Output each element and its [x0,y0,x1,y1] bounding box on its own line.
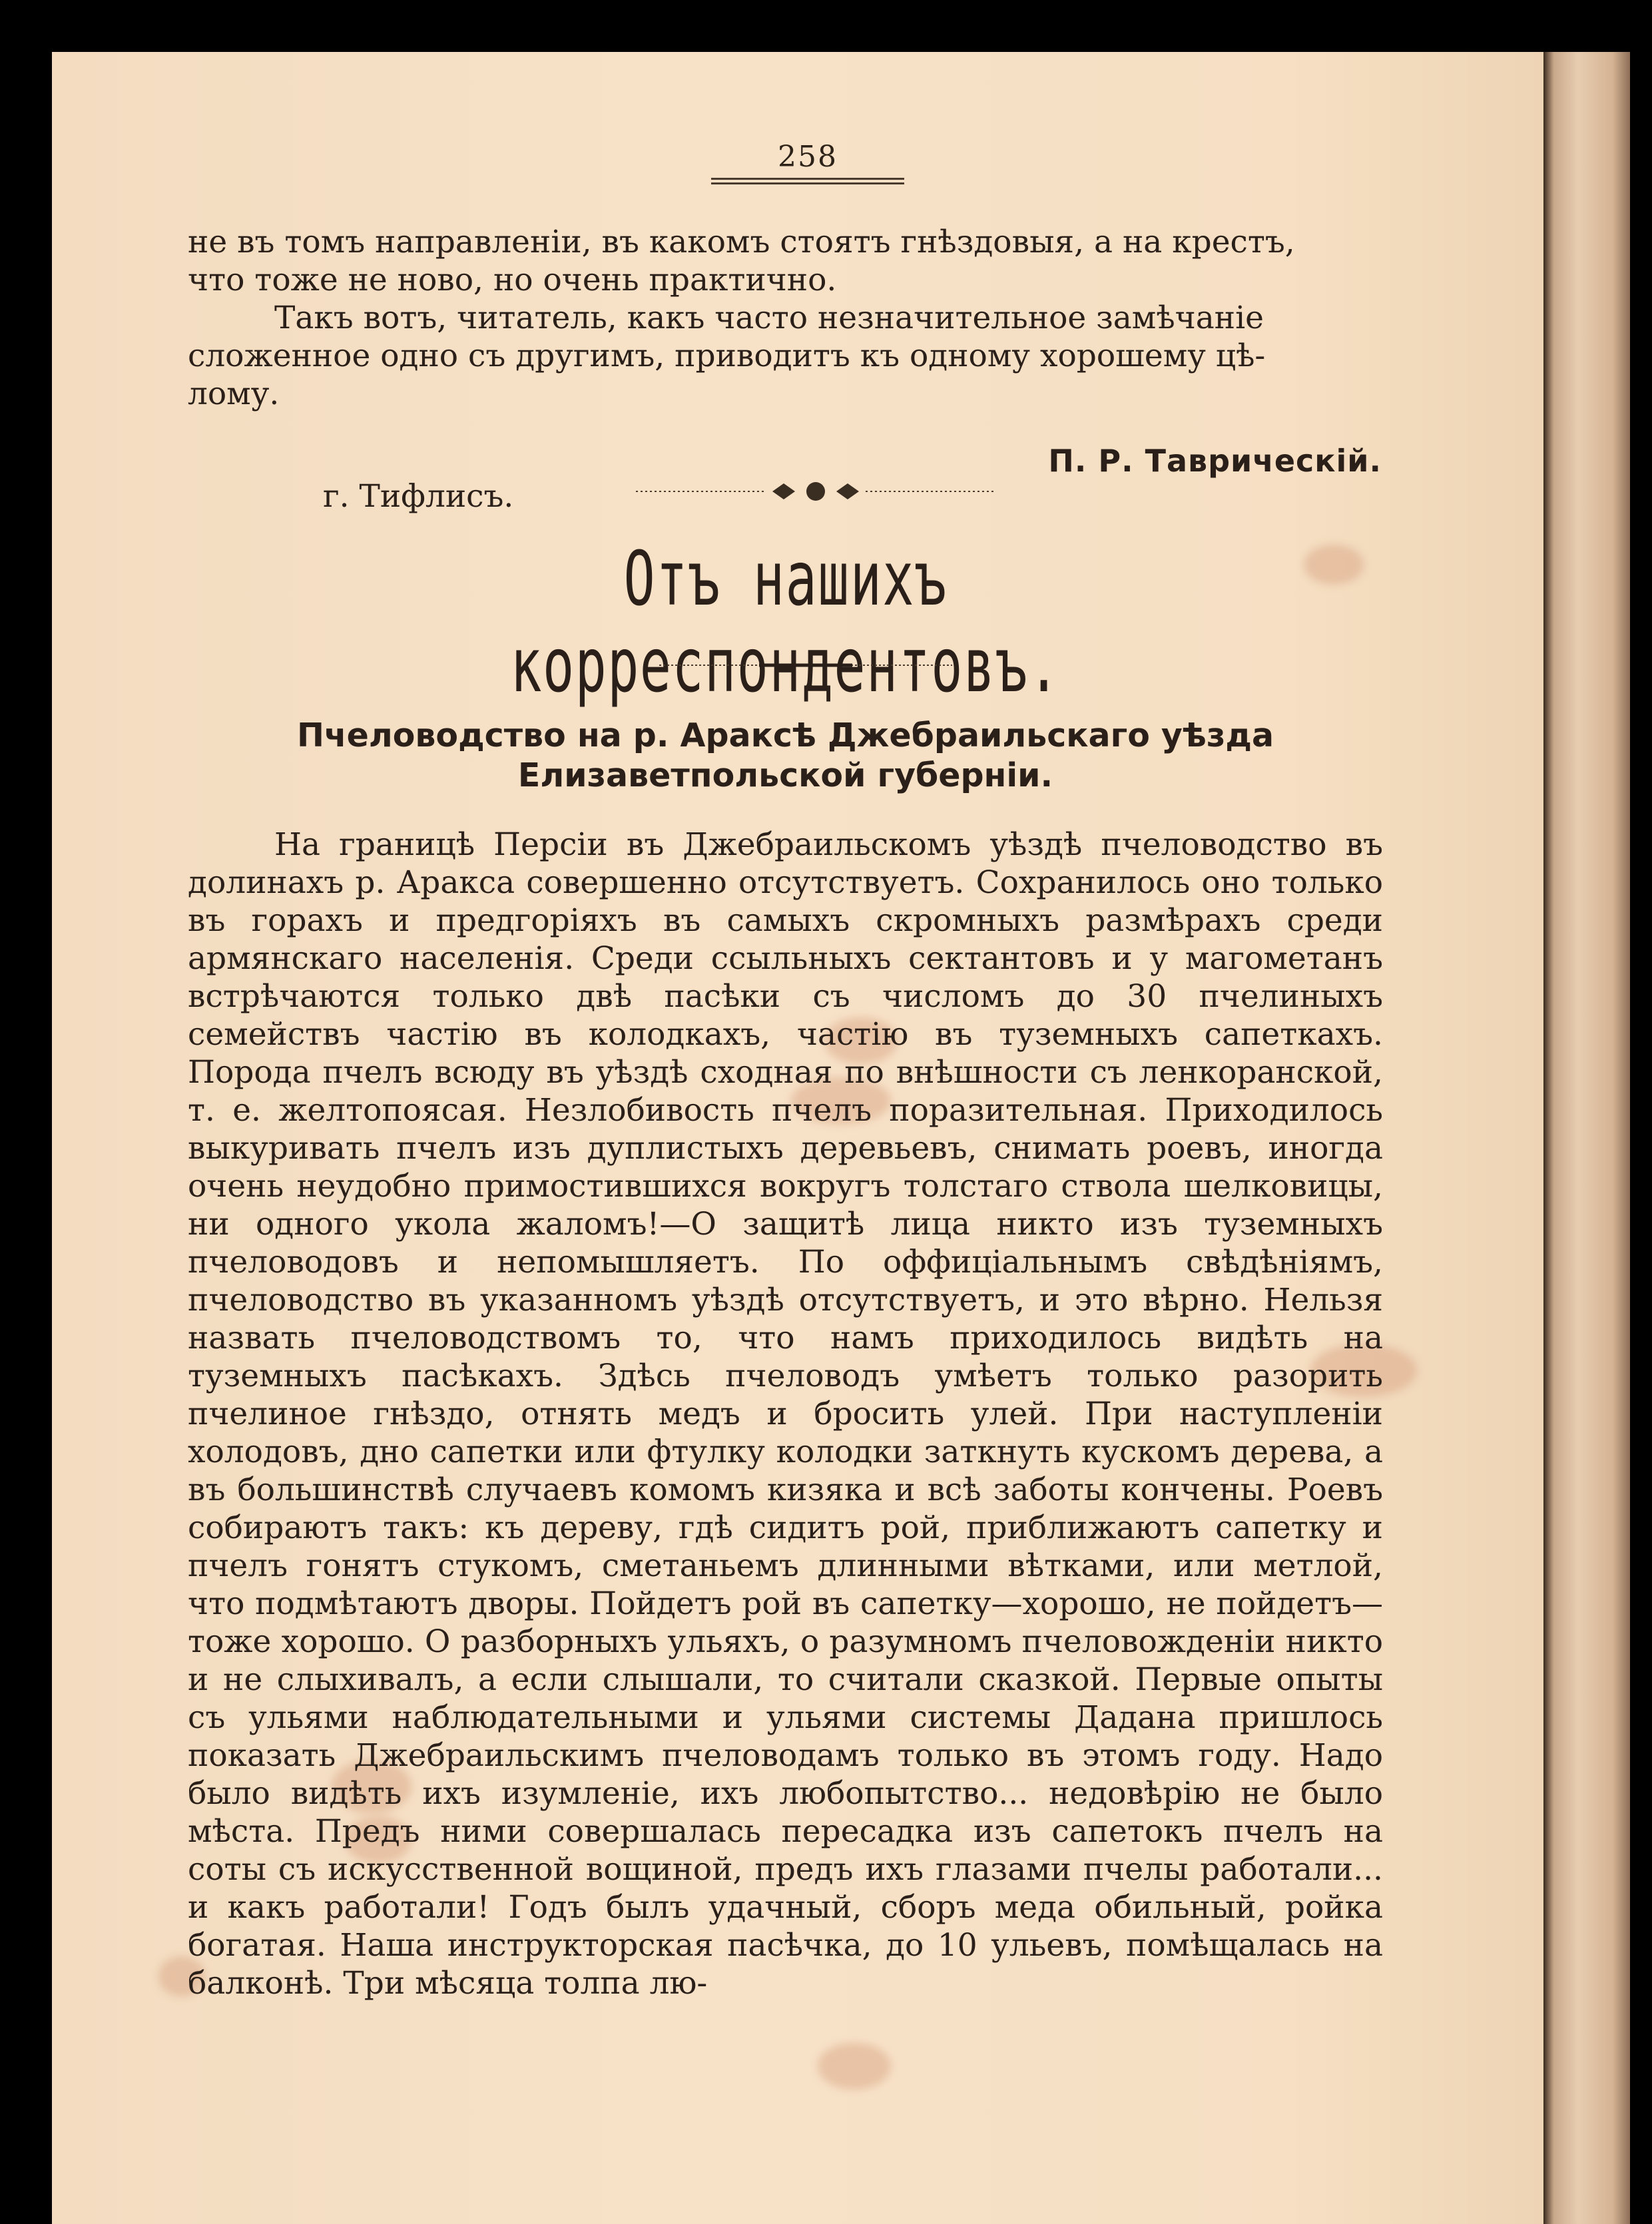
page-number-rule [711,178,904,184]
text-line: Такъ вотъ, читатель, какъ часто незначительное замѣчаніе [274,300,1264,336]
section-separator [659,663,952,668]
article-body [188,826,1383,2002]
stain [1304,545,1364,585]
scan-border [1630,0,1652,2224]
text-line: что тоже не ново, но очень практично. [188,262,837,298]
page-number: 258 [778,140,838,174]
page-edge [1543,52,1630,2224]
section-title: Отъ нашихъ корреспондентовъ. [510,536,1061,709]
ornament-divider [636,478,995,505]
author-place: г. Тифлисъ. [323,478,514,515]
article-title-line: Пчеловодство на р. Араксѣ Джебраильскаго уѣзда [296,716,1274,754]
text-line: не въ томъ направленіи, въ какомъ стоятъ гнѣздовыя, а на крестъ, [188,224,1295,260]
text-line: лому. [188,376,280,412]
article-title [188,716,1383,796]
author-signature: П. Р. Таврическій. [1048,443,1382,479]
text-line: сложенное одно съ другимъ, приводитъ къ одному хорошему цѣ- [188,338,1266,374]
stain [818,2043,891,2089]
article-title-line: Елизаветпольской губерніи. [517,756,1053,794]
prev-article-ending [188,223,1383,413]
page-number-block [711,140,904,184]
article-paragraph: На границѣ Персіи въ Джебраильскомъ уѣздѣ пчеловодство въ долинахъ р. Аракса совершенно отсутствуетъ. Сохранилось оно только въ горахъ и предгоріяхъ въ самыхъ скромныхъ размѣрахъ среди армянскаго населенія. Среди ссыльныхъ сектантовъ и у магометанъ встрѣчаются только двѣ пасѣки съ числомъ до 30 пчелиныхъ семействъ частію въ колодкахъ, частію въ туземныхъ сапеткахъ. Порода пчелъ всюду въ уѣздѣ сходная по внѣшности съ ленкоранской, т. е. желтопоясая. Незлобивость пчелъ поразительная. Приходилось выкуривать пчелъ изъ дуплистыхъ деревьевъ, снимать роевъ, иногда очень неудобно примостившихся вокругъ толстаго ствола шелковицы, ни одного укола жаломъ!—О защитѣ лица никто изъ туземныхъ пчеловодовъ и непомышляетъ. По оффиціальнымъ свѣдѣніямъ, пчеловодство въ указанномъ уѣздѣ отсутствуетъ, и это вѣрно. Нельзя назвать пчеловодствомъ то, что намъ приходилось видѣть на туземныхъ пасѣкахъ. Здѣсь пчеловодъ умѣетъ только разорить пчелиное гнѣздо, отнять медъ и бросить улей. При наступленіи холодовъ, дно сапетки или фтулку колодки заткнуть кускомъ дерева, а въ большинствѣ случаевъ комомъ кизяка и всѣ заботы кончены. Роевъ собираютъ такъ: къ дереву, гдѣ сидитъ рой, приближаютъ сапетку и пчелъ гонятъ стукомъ, сметаньемъ длинными вѣтками, или метлой, что подмѣтаютъ дворы. Пойдетъ рой въ сапетку—хорошо, не пойдетъ—тоже хорошо. О разборныхъ ульяхъ, о разумномъ пчеловожденіи никто и не слыхивалъ, а если слышали, то считали сказкой. Первые опыты съ ульями наблюдательными и ульями системы Дадана пришлось показать Джебраильскимъ пчеловодамъ только въ этомъ году. Надо было видѣть ихъ изумленіе, ихъ любопытство... недовѣрію не было мѣста. Предъ ними совершалась пересадка изъ сапетокъ пчелъ на соты съ искусственной вощиной, предъ ихъ глазами пчелы работали... и какъ работали! Годъ былъ удачный, сборъ меда обильный, ройка богатая. Наша инструкторская пасѣчка, до 10 ульевъ, помѣщалась на балконѣ. Три мѣсяца толпа лю- [188,826,1383,2002]
